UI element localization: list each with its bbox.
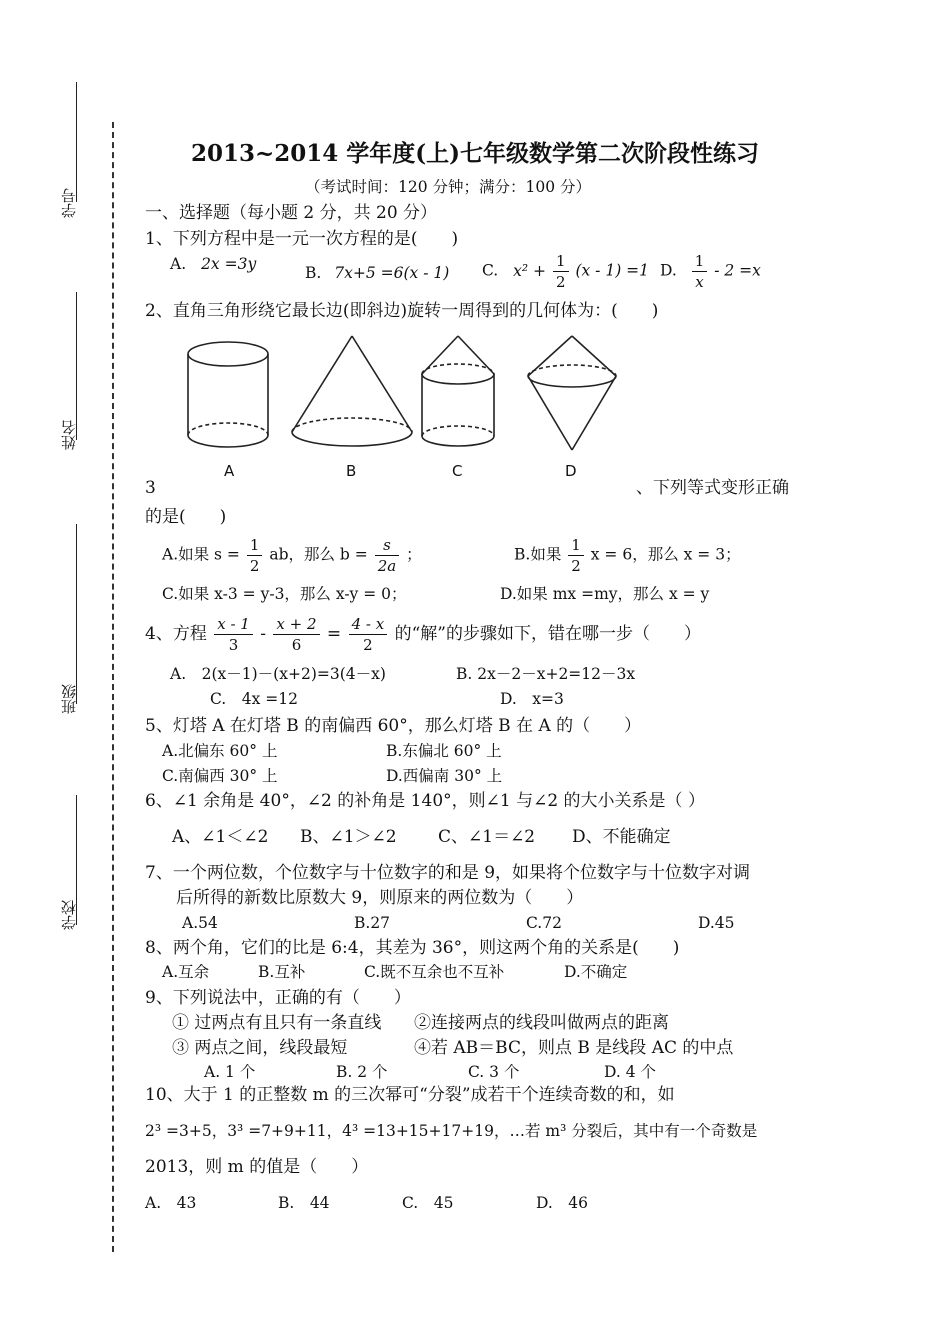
q1-option-c (482, 251, 649, 292)
q5-option-c: C.南偏西 30° 上 (162, 767, 278, 785)
exam-info: （考试时间：120 分钟；满分：100 分） (305, 178, 592, 196)
q2-solid-figures (180, 332, 660, 482)
q9-option-d: D. 4 个 (604, 1063, 657, 1081)
q1-c-pre: x² + (513, 261, 547, 280)
q9-option-c: C. 3 个 (468, 1063, 520, 1081)
q4-stem: 4、方程 $\frac{x - 1}{3}$ - $\frac{x + 2}{6}$ = $\frac{4 - x}{2}$ 的“解”的步骤如下，错在哪一步（ ） (145, 615, 701, 654)
q3-stem: 、下列等式变形正确 (636, 478, 789, 498)
q5-stem: 5、灯塔 A 在灯塔 B 的南偏西 60°，那么灯塔 B 在 A 的（ ） (145, 716, 642, 736)
q4-option-d: D. x=3 (500, 690, 564, 708)
q3-option-a: A.如果 s = $\frac{1}{2}$ ab，那么 b = $\frac{s}{2a}$ ； (162, 536, 422, 575)
q1-a-label: A. (170, 255, 187, 273)
q6-option-c: C、∠1＝∠2 (438, 827, 536, 847)
q9-statement-2: ②连接两点的线段叫做两点的距离 (414, 1013, 669, 1033)
q1-d-fraction: $\frac{1}{x}$ (692, 251, 708, 292)
q8-stem: 8、两个角，它们的比是 6:4，其差为 36°，则这两个角的关系是( ) (145, 938, 680, 958)
q7-option-d: D.45 (698, 914, 735, 932)
figure-label-d: D (565, 462, 577, 480)
q5-option-b: B.东偏北 60° 上 (386, 742, 502, 760)
q1-option-b (305, 263, 449, 283)
q6-option-b: B、∠1＞∠2 (300, 827, 397, 847)
q1-b-label: B. (305, 264, 322, 282)
q8-option-c: C.既不互余也不互补 (364, 963, 505, 981)
class-line[interactable] (76, 524, 77, 704)
q8-option-b: B.互补 (258, 963, 306, 981)
name-line[interactable] (76, 292, 77, 440)
q1-option-d (660, 251, 761, 292)
q9-statement-3: ③ 两点之间，线段最短 (172, 1038, 348, 1058)
student-id-label: 学号 (60, 188, 78, 218)
q10-option-c: C. 45 (402, 1194, 454, 1212)
q3-stem-cont: 的是( ) (145, 507, 227, 527)
q1-b-expr: 7x+5 =6(x - 1) (334, 264, 450, 282)
page-title: 2013~2014 学年度(上)七年级数学第二次阶段性练习 (190, 140, 760, 167)
q7-option-b: B.27 (354, 914, 391, 932)
section-heading: 一、选择题（每小题 2 分，共 20 分） (145, 203, 438, 223)
q2-stem: 2、直角三角形绕它最长边(即斜边)旋转一周得到的几何体为：( ) (145, 301, 659, 321)
q10-expression: 2³ =3+5，3³ =7+9+11，4³ =13+15+17+19，…若 m³ 分裂后，其中有一个奇数是 (145, 1122, 758, 1140)
q7-stem: 7、一个两位数，个位数字与十位数字的和是 9，如果将个位数字与十位数字对调 (145, 863, 751, 883)
q9-stem: 9、下列说法中，正确的有（ ） (145, 988, 411, 1008)
q7-option-c: C.72 (526, 914, 562, 932)
q1-c-post: (x - 1) =1 (575, 261, 650, 280)
q1-stem: 1、下列方程中是一元一次方程的是( ) (145, 229, 459, 249)
school-label: 学校 (60, 900, 78, 930)
figure-label-a: A (224, 462, 235, 480)
q9-option-a: A. 1 个 (204, 1063, 256, 1081)
class-label: 班级 (60, 684, 78, 714)
figure-label-c: C (452, 462, 463, 480)
q6-option-d: D、不能确定 (572, 827, 671, 847)
q7-stem-cont: 后所得的新数比原数大 9，则原来的两位数为（ ） (176, 888, 584, 908)
q5-option-d: D.西偏南 30° 上 (386, 767, 503, 785)
q3-number: 3 (145, 478, 156, 498)
q1-options (170, 254, 256, 300)
q6-stem: 6、∠1 余角是 40°，∠2 的补角是 140°，则∠1 与∠2 的大小关系是（ ） (145, 791, 705, 811)
q7-option-a: A.54 (182, 914, 218, 932)
q1-a-expr: 2x =3y (201, 255, 257, 273)
q3-option-b: B.如果 $\frac{1}{2}$ x = 6，那么 x = 3； (514, 536, 741, 575)
q9-statement-4: ④若 AB＝BC，则点 B 是线段 AC 的中点 (414, 1038, 734, 1058)
q6-option-a: A、∠1＜∠2 (172, 827, 269, 847)
binding-dashed-line (112, 122, 114, 1252)
q4-option-c: C. 4x =12 (210, 690, 298, 708)
q5-option-a: A.北偏东 60° 上 (162, 742, 278, 760)
q9-statement-1: ① 过两点有且只有一条直线 (172, 1013, 382, 1033)
q10-option-a: A. 43 (145, 1194, 197, 1212)
q10-option-d: D. 46 (536, 1194, 589, 1212)
q10-stem: 10、大于 1 的正整数 m 的三次幂可“分裂”成若干个连续奇数的和，如 (145, 1085, 675, 1105)
q9-option-b: B. 2 个 (336, 1063, 388, 1081)
name-label: 姓名 (60, 420, 78, 450)
figure-label-b: B (346, 462, 357, 480)
q8-option-d: D.不确定 (564, 963, 628, 981)
q10-stem-cont: 2013，则 m 的值是（ ） (145, 1157, 369, 1177)
q1-c-label: C. (482, 261, 499, 280)
q8-option-a: A.互余 (162, 963, 210, 981)
q4-option-a: A. 2(x－1)－(x+2)=3(4－x) (170, 665, 386, 683)
q4-option-b: B. 2x－2－x+2=12－3x (456, 665, 636, 683)
q3-option-c: C.如果 x-3 = y-3，那么 x-y = 0； (162, 585, 407, 603)
q1-d-post: - 2 =x (714, 261, 761, 280)
q1-c-fraction: $\frac{1}{2}$ (553, 251, 569, 292)
q10-option-b: B. 44 (278, 1194, 330, 1212)
q3-option-d: D.如果 mx =my，那么 x = y (500, 585, 710, 603)
q1-d-label: D. (660, 261, 677, 280)
